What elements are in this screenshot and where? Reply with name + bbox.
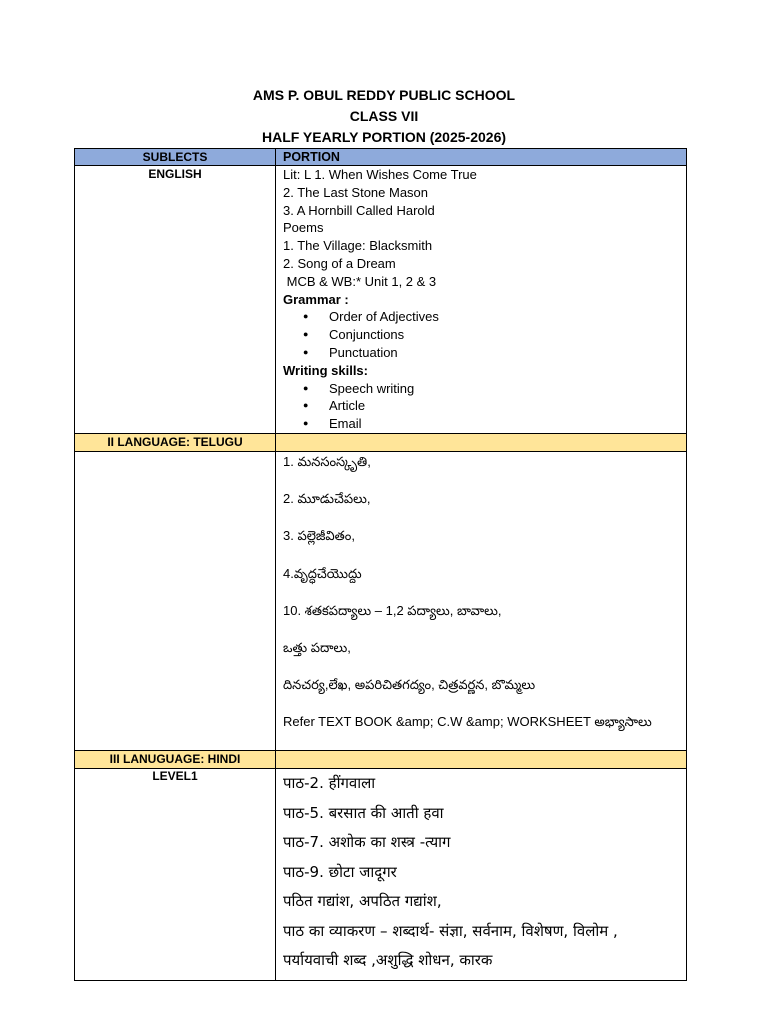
hindi-line: पाठ-2. हींगवाला	[283, 774, 376, 793]
telugu-line: ఒత్తు పదాలు,	[283, 639, 351, 655]
hindi-line: पठित गद्यांश, अपठित गद्यांश,	[283, 892, 442, 911]
subject-english: ENGLISH	[75, 166, 276, 434]
hindi-section-row	[75, 751, 687, 769]
column-header-subjects: SUBLECTS	[75, 149, 276, 166]
hindi-row	[75, 769, 687, 981]
list-item: ● Email	[329, 415, 686, 433]
english-line: MCB & WB:* Unit 1, 2 & 3	[283, 273, 437, 289]
hindi-line: पाठ-7. अशोक का शस्त्र -त्याग	[283, 833, 451, 852]
list-item: ● Speech writing	[329, 380, 686, 398]
hindi-line: पाठ का व्याकरण – शब्दार्थ- संज्ञा, सर्वनाम, विशेषण, विलोम ,	[283, 921, 618, 940]
grammar-label: Grammar :	[283, 291, 349, 307]
grammar-list	[283, 308, 686, 361]
section-telugu: II LANGUAGE: TELUGU	[75, 433, 276, 451]
column-header-portion: PORTION	[276, 149, 687, 166]
subject-hindi-level: LEVEL1	[75, 769, 276, 981]
portion-table	[74, 148, 687, 981]
subject-telugu-empty	[75, 451, 276, 751]
school-name: AMS P. OBUL REDDY PUBLIC SCHOOL	[252, 87, 516, 103]
telugu-section-row	[75, 433, 687, 451]
writing-skills-label: Writing skills:	[283, 362, 368, 378]
telugu-line: 2. మూడుచేపలు,	[283, 491, 371, 507]
english-line: Lit: L 1. When Wishes Come True	[283, 167, 477, 182]
telugu-line: 1. మనసంస్కృతి,	[283, 453, 371, 469]
english-line: 2. Song of a Dream	[283, 255, 396, 271]
english-line: 1. The Village: Blacksmith	[283, 238, 433, 254]
section-hindi: III LANUGUAGE: HINDI	[75, 751, 276, 769]
section-hindi-empty	[276, 751, 687, 769]
english-portion	[276, 166, 687, 434]
hindi-line: पर्यायवाची शब्द ,अशुद्धि शोधन, कारक	[283, 951, 493, 970]
list-item: ● Article	[329, 397, 686, 415]
list-item: ● Conjunctions	[329, 326, 686, 344]
class-title: CLASS VII	[349, 108, 419, 124]
hindi-portion	[276, 769, 687, 981]
hindi-line: पाठ-9. छोटा जादूगर	[283, 862, 397, 881]
telugu-line: 3. పల్లెజీవితం,	[283, 528, 355, 544]
english-line: 3. A Hornbill Called Harold	[283, 202, 435, 218]
telugu-line: 10. శతకపద్యాలు – 1,2 పద్యాలు, బావాలు,	[283, 602, 502, 618]
list-item: ● Punctuation	[329, 344, 686, 362]
telugu-line: Refer TEXT BOOK &amp; C.W &amp; WORKSHEET అభ్యాసాలు	[283, 714, 652, 730]
writing-skills-list	[283, 380, 686, 433]
hindi-line: पाठ-5. बरसात की आती हवा	[283, 803, 444, 822]
telugu-line: 4.వృద్ధచేయొద్దు	[283, 565, 362, 581]
section-telugu-empty	[276, 433, 687, 451]
table-header-row	[75, 149, 687, 166]
telugu-line: దినచర్య,లేఖ, అపరిచితగద్యం, చిత్రవర్ణన, బొమ్మలు	[283, 677, 536, 693]
english-line: 2. The Last Stone Mason	[283, 184, 429, 200]
telugu-portion	[276, 451, 687, 751]
english-line: Poems	[283, 220, 324, 236]
list-item: ● Order of Adjectives	[329, 308, 686, 326]
english-row	[75, 166, 687, 434]
document-title: HALF YEARLY PORTION (2025-2026)	[261, 129, 507, 145]
telugu-row	[75, 451, 687, 751]
